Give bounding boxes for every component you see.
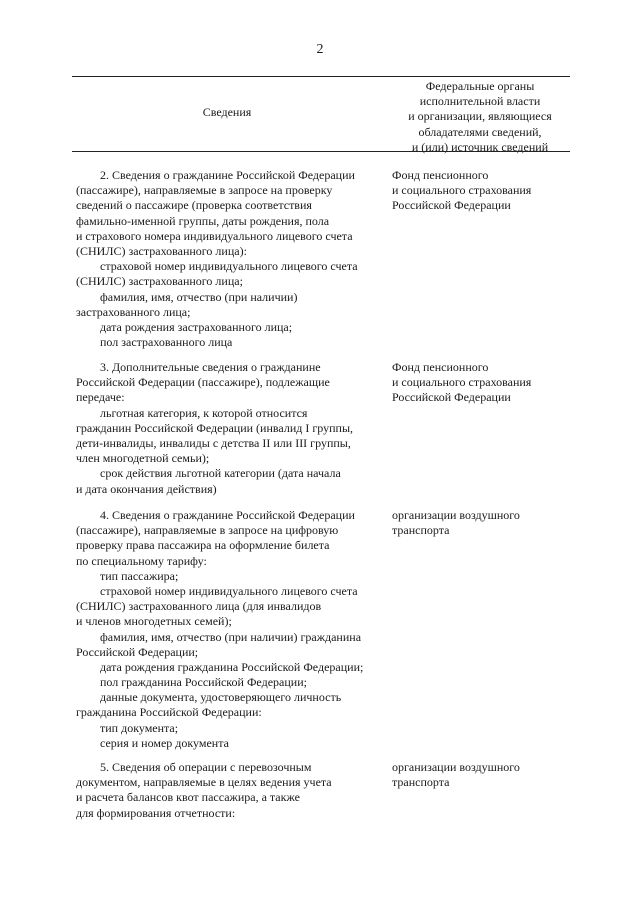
- info-line: (СНИЛС) застрахованного лица (для инвалидов: [76, 599, 322, 614]
- info-line: документом, направляемые в целях ведения учета: [76, 775, 332, 790]
- info-line: и членов многодетных семей);: [76, 614, 232, 629]
- info-line: срок действия льготной категории (дата начала: [100, 466, 341, 481]
- table-header-bottom-rule: [72, 151, 570, 152]
- info-line: Российской Федерации (пассажире), подлежащие: [76, 375, 330, 390]
- info-line: серия и номер документа: [100, 735, 229, 750]
- info-line: гражданин Российской Федерации (инвалид I группы,: [76, 420, 354, 435]
- info-line: и дата окончания действия): [76, 481, 217, 496]
- column-header-source-line: и организации, являющиеся: [408, 109, 552, 124]
- info-line: Российской Федерации;: [76, 644, 199, 659]
- info-line: гражданина Российской Федерации:: [76, 705, 262, 720]
- info-line: (СНИЛС) застрахованного лица;: [76, 274, 243, 289]
- source-line: Российской Федерации: [392, 198, 511, 213]
- info-line: для формирования отчетности:: [76, 805, 236, 820]
- info-line: данные документа, удостоверяющего личность: [100, 690, 342, 705]
- column-header-source-line: исполнительной власти: [419, 94, 541, 109]
- source-line: Фонд пенсионного: [392, 168, 489, 182]
- source-line: организации воздушного: [392, 760, 520, 774]
- info-line: дети-инвалиды, инвалиды с детства II или III группы,: [76, 435, 351, 450]
- info-line: сведений о пассажире (проверка соответствия: [76, 198, 312, 213]
- info-line: застрахованного лица;: [76, 304, 191, 319]
- info-description: [76, 760, 381, 821]
- info-line: страховой номер индивидуального лицевого счета: [100, 583, 358, 598]
- info-line: тип документа;: [100, 720, 179, 735]
- source-line: и социального страхования: [392, 375, 532, 390]
- page-number: 2: [316, 42, 324, 57]
- info-source: [392, 360, 572, 406]
- table-header-top-rule: [72, 76, 570, 77]
- info-line: по специальному тарифу:: [76, 553, 207, 568]
- info-line: тип пассажира;: [100, 568, 179, 583]
- info-line: и страхового номера индивидуального лицевого счета: [76, 228, 353, 243]
- info-line: льготная категория, к которой относится: [100, 405, 308, 420]
- column-header-source: [390, 79, 570, 155]
- info-line: пол застрахованного лица: [100, 335, 233, 350]
- info-line: (пассажире), направляемые в запросе на проверку: [76, 183, 333, 198]
- info-line: (СНИЛС) застрахованного лица):: [76, 243, 247, 258]
- info-line: проверку права пассажира на оформление билета: [76, 538, 330, 553]
- info-source: [392, 168, 572, 214]
- info-line: передаче:: [76, 390, 125, 405]
- info-description: [76, 508, 381, 751]
- column-header-source-line: и (или) источник сведений: [411, 139, 549, 154]
- info-line: пол гражданина Российской Федерации;: [100, 675, 307, 690]
- info-source: [392, 508, 572, 538]
- source-line: организации воздушного: [392, 508, 520, 522]
- info-line: и расчета балансов квот пассажира, а также: [76, 790, 300, 805]
- info-description: [76, 168, 381, 350]
- info-description: [76, 360, 381, 497]
- info-line: дата рождения гражданина Российской Федерации;: [100, 659, 364, 674]
- source-line: транспорта: [392, 775, 450, 790]
- source-line: транспорта: [392, 523, 450, 538]
- info-line: (пассажире), направляемые в запросе на цифровую: [76, 523, 339, 538]
- info-line: 4. Сведения о гражданине Российской Федерации: [100, 508, 355, 522]
- info-line: страховой номер индивидуального лицевого счета: [100, 259, 358, 274]
- info-source: [392, 760, 572, 790]
- column-header-source-line: обладателями сведений,: [418, 124, 542, 139]
- column-header-source-line: Федеральные органы: [425, 79, 535, 93]
- info-line: дата рождения застрахованного лица;: [100, 319, 293, 334]
- info-line: фамилия, имя, отчество (при наличии) гражданина: [100, 629, 362, 644]
- source-line: Российской Федерации: [392, 390, 511, 405]
- info-line: 2. Сведения о гражданине Российской Федерации: [100, 168, 355, 182]
- info-line: 3. Дополнительные сведения о гражданине: [100, 360, 321, 374]
- column-header-info: Сведения: [202, 105, 252, 119]
- source-line: Фонд пенсионного: [392, 360, 489, 374]
- info-line: 5. Сведения об операции с перевозочным: [100, 760, 312, 774]
- source-line: и социального страхования: [392, 183, 532, 198]
- info-line: член многодетной семьи);: [76, 451, 210, 466]
- info-line: фамильно-именной группы, даты рождения, пола: [76, 213, 330, 228]
- info-line: фамилия, имя, отчество (при наличии): [100, 289, 298, 304]
